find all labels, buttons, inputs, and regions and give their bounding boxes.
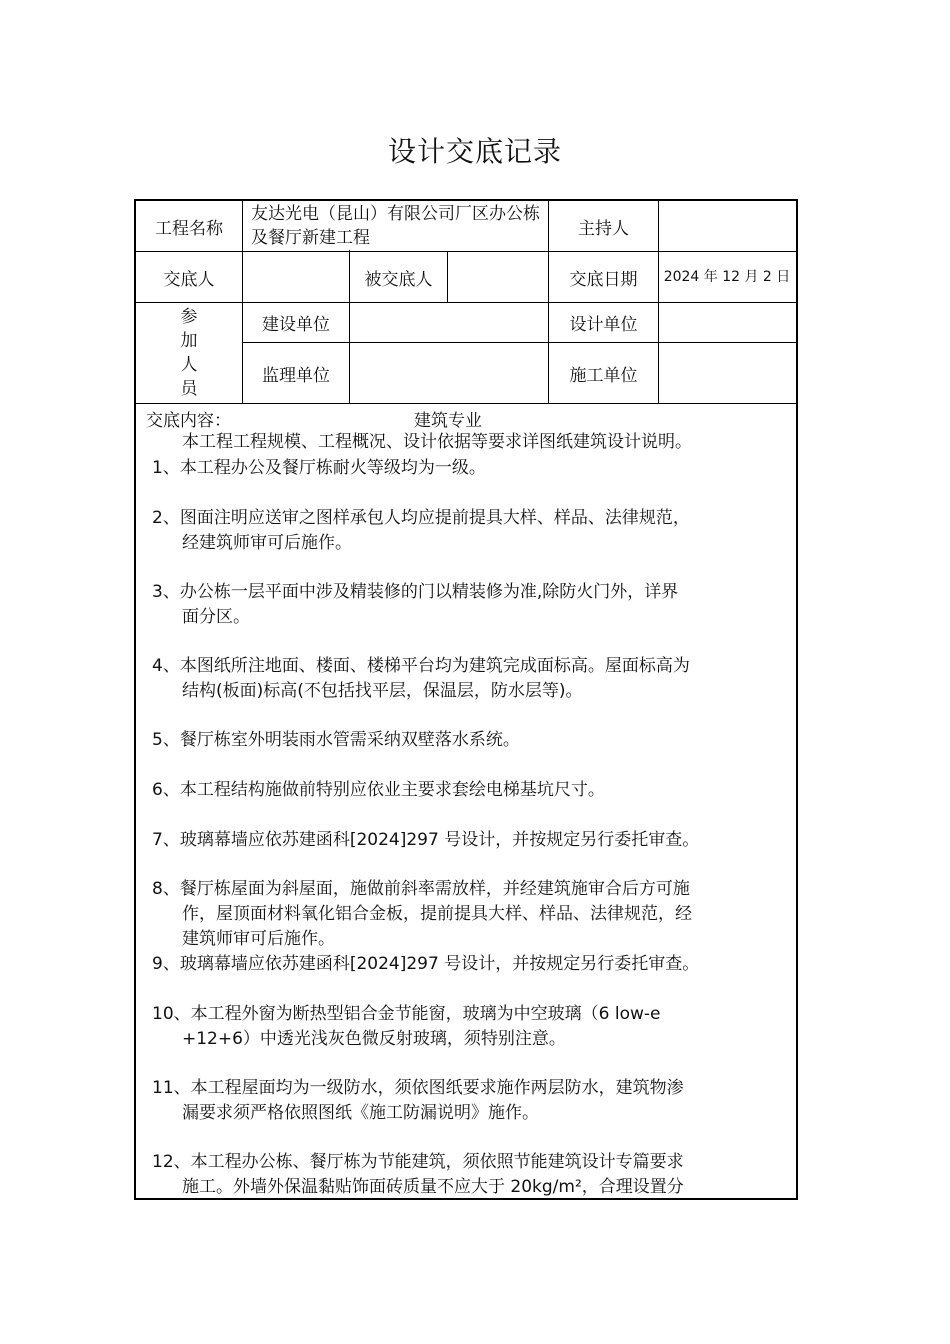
design-unit-label: 设计单位 — [569, 315, 638, 335]
item-text: 餐厅栋屋面为斜屋面，施做前斜率需放样，并经建筑施审合后方可施 — [179, 879, 690, 899]
intro-paragraph: 本工程工程规模、工程概况、设计依据等要求详图纸建筑设计说明。 — [182, 432, 692, 452]
participants-char: 人 — [180, 355, 198, 375]
receiver-label: 被交底人 — [364, 269, 433, 290]
item-text: 本工程外窗为断热型铝合金节能窗，玻璃为中空玻璃（6 low-e — [190, 1004, 661, 1024]
item-text-cont: 作，屋顶面材料氧化铝合金板，提前提具大样、样品、法律规范，经 — [182, 904, 692, 924]
item-text: 玻璃幕墙应依苏建函科[2024]297 号设计，并按规定另行委托审查。 — [179, 954, 700, 974]
item-number: 4、 — [152, 656, 180, 676]
list-item — [152, 1002, 772, 1052]
item-text: 本工程屋面均为一级防水，须依图纸要求施作两层防水，建筑物渗 — [190, 1078, 684, 1098]
list-item — [152, 506, 772, 556]
list-item — [152, 1076, 772, 1126]
project-name-value: 友达光电（昆山）有限公司厂区办公栋及餐厅新建工程 — [251, 204, 540, 248]
list-item — [152, 952, 772, 977]
item-text: 办公栋一层平面中涉及精装修的门以精装修为准,除防火门外，详界 — [179, 582, 679, 602]
list-item — [152, 728, 772, 753]
item-text-cont: 施工。外墙外保温黏贴饰面砖质量不应大于 20kg/m²，合理设置分 — [182, 1177, 684, 1197]
construction-unit-label: 建设单位 — [262, 315, 330, 335]
item-text: 餐厅栋室外明装雨水管需采纳双壁落水系统。 — [179, 730, 520, 750]
content-heading: 交底内容： — [146, 411, 231, 431]
item-number: 11、 — [152, 1078, 191, 1098]
item-text: 本工程办公及餐厅栋耐火等级均为一级。 — [179, 458, 486, 478]
item-number: 3、 — [152, 582, 180, 602]
date-value: 2024 年 12 月 2 日 — [663, 269, 791, 285]
specialty-label: 建筑专业 — [414, 411, 482, 431]
builder-unit-value — [659, 343, 796, 403]
host-value — [659, 201, 796, 251]
participants-label — [136, 303, 242, 403]
list-item — [152, 778, 772, 803]
item-number: 8、 — [152, 879, 180, 899]
item-number: 12、 — [152, 1152, 191, 1172]
item-number: 5、 — [152, 730, 180, 750]
participants-char: 加 — [180, 331, 198, 351]
list-item — [152, 654, 772, 704]
date-label: 交底日期 — [569, 269, 638, 290]
disclosure-content — [136, 404, 796, 1198]
item-text: 本工程结构施做前特别应依业主要求套绘电梯基坑尺寸。 — [179, 780, 605, 800]
document-title: 设计交底记录 — [387, 135, 562, 168]
supervision-unit-value — [350, 343, 548, 403]
item-text-cont: 漏要求须严格依照图纸《施工防漏说明》施作。 — [182, 1103, 539, 1123]
discloser-label: 交底人 — [163, 269, 215, 290]
list-item — [152, 456, 772, 481]
list-item — [152, 580, 772, 630]
item-text-cont: +12+6）中透光浅灰色微反射玻璃，须特别注意。 — [182, 1029, 566, 1049]
host-label: 主持人 — [578, 218, 629, 239]
item-text-cont: 结构(板面)标高(不包括找平层，保温层，防水层等)。 — [182, 681, 583, 701]
item-text: 本工程办公栋、餐厅栋为节能建筑，须依照节能建筑设计专篇要求 — [190, 1152, 684, 1172]
item-number: 1、 — [152, 458, 180, 478]
supervision-unit-label: 监理单位 — [262, 365, 330, 386]
item-number: 6、 — [152, 780, 180, 800]
participants-char: 参 — [180, 307, 198, 327]
item-text-cont: 面分区。 — [182, 607, 250, 627]
item-number: 10、 — [152, 1004, 191, 1024]
item-text-cont: 建筑师审可后施作。 — [182, 929, 335, 949]
item-number: 2、 — [152, 508, 180, 528]
item-text-cont: 经建筑师审可后施作。 — [182, 533, 352, 553]
item-text: 图面注明应送审之图样承包人均应提前提具大样、样品、法律规范， — [179, 508, 690, 528]
design-unit-value — [659, 303, 796, 342]
item-number: 7、 — [152, 830, 180, 850]
builder-unit-label: 施工单位 — [569, 365, 638, 386]
list-item — [152, 828, 772, 853]
item-text: 本图纸所注地面、楼面、楼梯平台均为建筑完成面标高。屋面标高为 — [179, 656, 690, 676]
receiver-value — [448, 252, 548, 302]
project-name-label: 工程名称 — [155, 218, 223, 239]
list-item — [152, 1150, 772, 1198]
participants-char: 员 — [180, 379, 198, 399]
construction-unit-value — [350, 303, 548, 342]
item-number: 9、 — [152, 954, 180, 974]
item-text: 玻璃幕墙应依苏建函科[2024]297 号设计，并按规定另行委托审查。 — [179, 830, 700, 850]
discloser-value — [243, 252, 349, 302]
list-item — [152, 877, 772, 952]
